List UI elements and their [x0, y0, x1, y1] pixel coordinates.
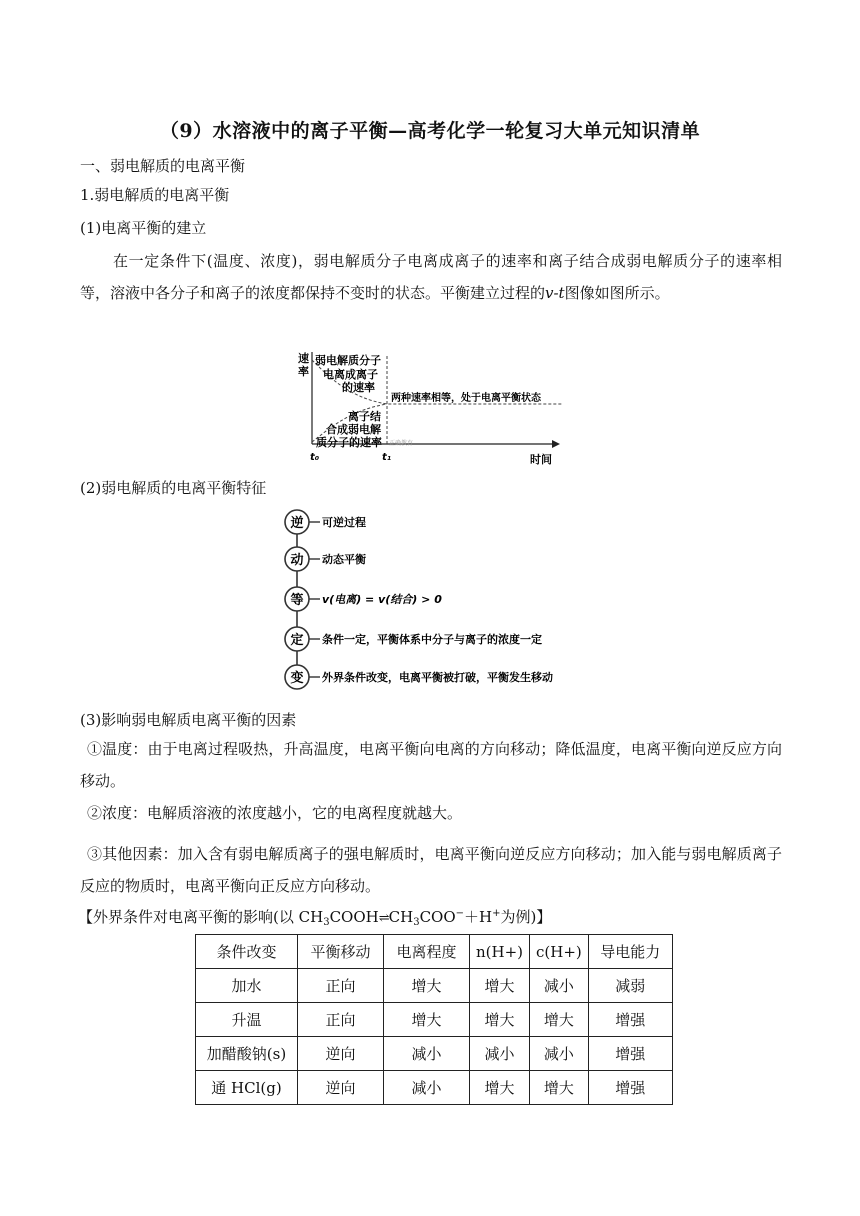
point-heading-2: (2)弱电解质的电离平衡特征 — [80, 479, 267, 497]
vt-tick-t1: t₁ — [382, 452, 392, 463]
table-cell: 加醋酸钠(s) — [196, 1037, 298, 1071]
feature-row-4 — [285, 627, 542, 651]
feature-char-4: 定 — [290, 633, 304, 648]
feature-char-3: 等 — [290, 593, 304, 608]
table-cell: 正向 — [298, 1003, 384, 1037]
table-cell: 减小 — [384, 1071, 470, 1105]
table-cell: 减小 — [384, 1037, 470, 1071]
table-cell: 增大 — [530, 1071, 589, 1105]
vt-ylabel-2: 率 — [298, 365, 309, 378]
vt-chart — [290, 348, 568, 470]
vt-upper-label-1: 弱电解质分子 — [315, 354, 381, 367]
table-cell: 增大 — [530, 1003, 589, 1037]
vt-lower-label-2: 合成弱电解 — [326, 423, 381, 436]
point-heading-1: (1)电离平衡的建立 — [80, 219, 207, 237]
vt-lower-label-3: 质分子的速率 — [316, 436, 382, 449]
feature-text-2: 动态平衡 — [322, 553, 366, 566]
page-title: （9）水溶液中的离子平衡—高考化学一轮复习大单元知识清单 — [159, 120, 701, 142]
feature-row-5 — [285, 665, 553, 689]
feature-row-2 — [285, 547, 366, 571]
feature-text-3: v(电离) = v(结合) > 0 — [322, 593, 442, 606]
table-cell: 加水 — [196, 969, 298, 1003]
feature-char-5: 变 — [290, 671, 304, 686]
feature-char-1: 逆 — [290, 516, 304, 531]
table-header-cell: 电离程度 — [384, 935, 470, 969]
equilibrium-arrow: ⇌ — [378, 911, 389, 926]
point-heading-3: (3)影响弱电解质电离平衡的因素 — [80, 711, 297, 729]
paragraph-equilibrium-establishment: 在一定条件下(温度、浓度)，弱电解质分子电离成离子的速率和离子结合成弱电解质分子的速率相等，溶液中各分子和离子的浓度都保持不变时的状态。平衡建立过程的v-t图像如图所示。 — [80, 252, 782, 302]
table-cell: 减小 — [470, 1037, 530, 1071]
subsection-heading: 1.弱电解质的电离平衡 — [80, 186, 230, 204]
table-cell: 逆向 — [298, 1037, 384, 1071]
table-row — [196, 1003, 673, 1037]
table-cell: 升温 — [196, 1003, 298, 1037]
table-caption: 【外界条件对电离平衡的影响(以 $CH_3COOH\rightleftharpoons CH_3COO^-+H^+$为例)】 — [78, 908, 552, 928]
factor-other: ③其他因素：加入含有弱电解质离子的强电解质时，电离平衡向逆反应方向移动；加入能与弱电解质离子反应的物质时，电离平衡向正反应方向移动。 — [80, 845, 782, 895]
features-diagram — [280, 505, 590, 695]
table-cell: 增大 — [384, 1003, 470, 1037]
vt-upper-label-3: 的速率 — [342, 381, 375, 394]
section-heading: 一、弱电解质的电离平衡 — [80, 157, 246, 175]
vt-ylabel-1: 速 — [298, 352, 309, 365]
table-row — [196, 1071, 673, 1105]
feature-row-1 — [285, 510, 366, 534]
table-cell: 减小 — [530, 1037, 589, 1071]
factor-temperature: ①温度：由于电离过程吸热，升高温度，电离平衡向电离的方向移动；降低温度，电离平衡向逆反应方向移动。 — [80, 740, 782, 790]
factor-concentration: ②浓度：电解质溶液的浓度越小，它的电离程度就越大。 — [87, 804, 463, 822]
table-header-cell: 导电能力 — [588, 935, 672, 969]
table-cell: 逆向 — [298, 1071, 384, 1105]
table-header-row — [196, 935, 673, 969]
feature-row-3 — [285, 587, 442, 611]
table-header-cell: 条件改变 — [196, 935, 298, 969]
table-cell: 正向 — [298, 969, 384, 1003]
table-row — [196, 1037, 673, 1071]
table-cell: 减弱 — [588, 969, 672, 1003]
table-header-cell: 平衡移动 — [298, 935, 384, 969]
table-cell: 增大 — [384, 969, 470, 1003]
table-header-cell: c(H+) — [530, 935, 589, 969]
table-cell: 通 HCl(g) — [196, 1071, 298, 1105]
table-row — [196, 969, 673, 1003]
table-cell: 增强 — [588, 1037, 672, 1071]
table-cell: 增强 — [588, 1003, 672, 1037]
table-cell: 增强 — [588, 1071, 672, 1105]
vt-watermark: 正确教育 — [389, 440, 414, 447]
vt-equal-label: 两种速率相等，处于电离平衡状态 — [391, 393, 541, 404]
feature-text-1: 可逆过程 — [322, 516, 366, 529]
table-header-cell: n(H+) — [470, 935, 530, 969]
vt-term: v-t — [545, 284, 565, 302]
table-cell: 增大 — [470, 969, 530, 1003]
table-cell: 减小 — [530, 969, 589, 1003]
feature-char-2: 动 — [290, 553, 304, 568]
feature-text-4: 条件一定，平衡体系中分子与离子的浓度一定 — [322, 633, 542, 646]
table-cell: 增大 — [470, 1003, 530, 1037]
vt-upper-label-2: 电离成离子 — [323, 368, 378, 381]
conditions-table — [195, 934, 673, 1105]
feature-text-5: 外界条件改变，电离平衡被打破，平衡发生移动 — [322, 671, 553, 684]
table-cell: 增大 — [470, 1071, 530, 1105]
vt-tick-t0: t₀ — [310, 452, 320, 463]
vt-lower-label-1: 离子结 — [348, 410, 381, 423]
vt-xlabel: 时间 — [530, 453, 552, 466]
